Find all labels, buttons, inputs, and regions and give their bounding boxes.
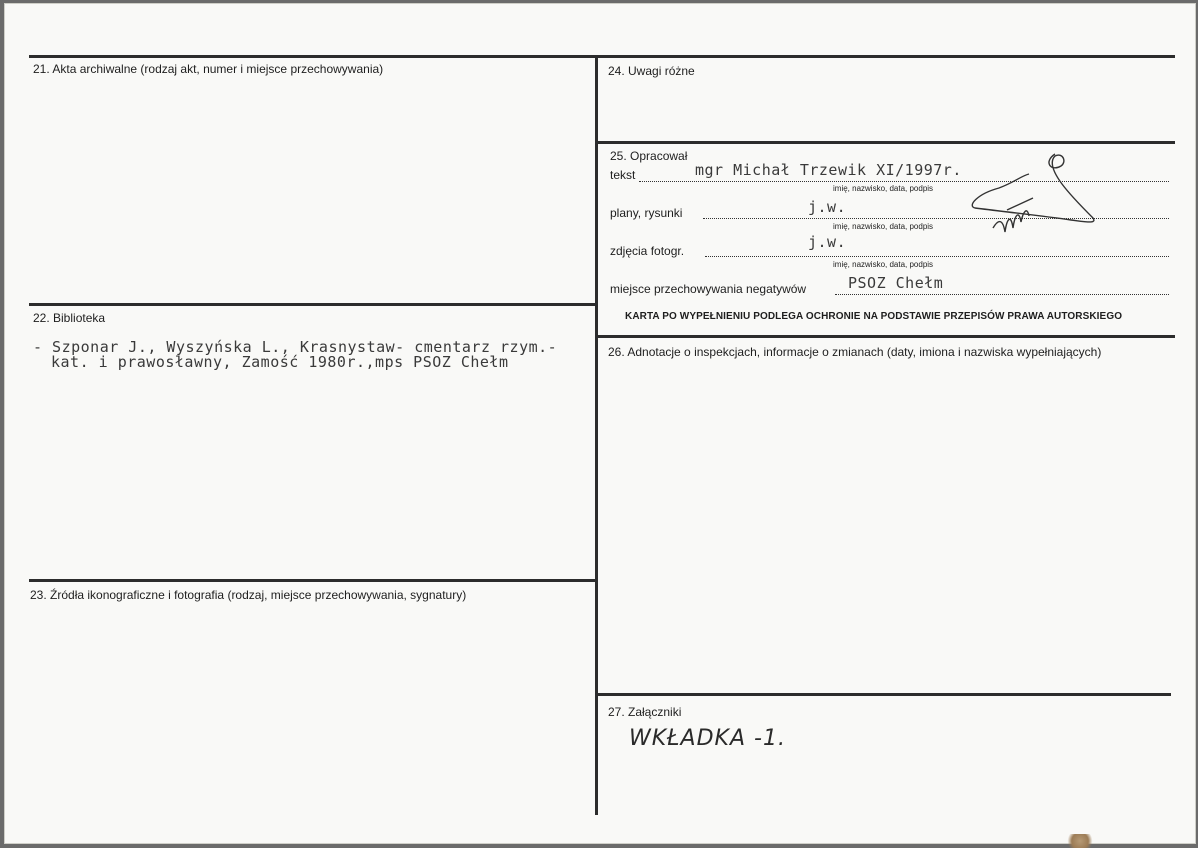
rule-21-22 — [29, 303, 595, 306]
rule-26-27 — [598, 693, 1171, 696]
zdjecia-dotted-line — [705, 256, 1169, 257]
tekst-caption: imię, nazwisko, data, podpis — [833, 184, 934, 193]
section-26-label: 26. Adnotacje o inspekcjach, informacje o zmianach (daty, imiona i nazwiska wypełniających) — [608, 345, 1102, 359]
tekst-label: tekst — [610, 168, 636, 182]
zalaczniki-handwritten: WKŁADKA -1. — [629, 726, 786, 751]
record-card — [4, 3, 1196, 844]
section-22-label: 22. Biblioteka — [33, 311, 106, 325]
plany-caption: imię, nazwisko, data, podpis — [833, 222, 934, 231]
negatywy-value: PSOZ Chełm — [848, 274, 944, 292]
section-23-label: 23. Źródła ikonograficzne i fotografia (rodzaj, miejsce przechowywania, sygnatury) — [30, 588, 467, 602]
zdjecia-caption: imię, nazwisko, data, podpis — [833, 260, 934, 269]
biblioteka-entry-line-2: kat. i prawosławny, Zamość 1980r.,mps PSOZ Chełm — [51, 353, 509, 371]
negatywy-label: miejsce przechowywania negatywów — [610, 282, 807, 296]
rule-22-23 — [29, 579, 595, 582]
plany-label: plany, rysunki — [610, 206, 683, 220]
biblioteka-entry-line-1: - Szponar J., Wyszyńska L., Krasnystaw- cmentarz rzym.- — [33, 338, 558, 356]
section-25-label: 25. Opracował — [610, 149, 688, 163]
tekst-value: mgr Michał Trzewik XI/1997r. — [695, 161, 962, 179]
plany-value: j.w. — [808, 198, 847, 216]
rule-25-26 — [598, 335, 1175, 338]
center-divider — [595, 55, 598, 815]
section-21-label: 21. Akta archiwalne (rodzaj akt, numer i miejsce przechowywania) — [33, 62, 384, 76]
paper-stain — [1065, 834, 1095, 848]
top-rule — [29, 55, 1175, 58]
section-24-label: 24. Uwagi różne — [608, 64, 695, 78]
copyright-notice: KARTA PO WYPEŁNIENIU PODLEGA OCHRONIE NA PODSTAWIE PRZEPISÓW PRAWA AUTORSKIEGO — [625, 311, 1123, 322]
rule-24-25 — [598, 141, 1175, 144]
zdjecia-label: zdjęcia fotogr. — [610, 244, 685, 258]
negatywy-dotted-line — [835, 294, 1169, 295]
section-27-label: 27. Załączniki — [608, 705, 682, 719]
zdjecia-value: j.w. — [808, 233, 847, 251]
signature — [963, 148, 1103, 248]
